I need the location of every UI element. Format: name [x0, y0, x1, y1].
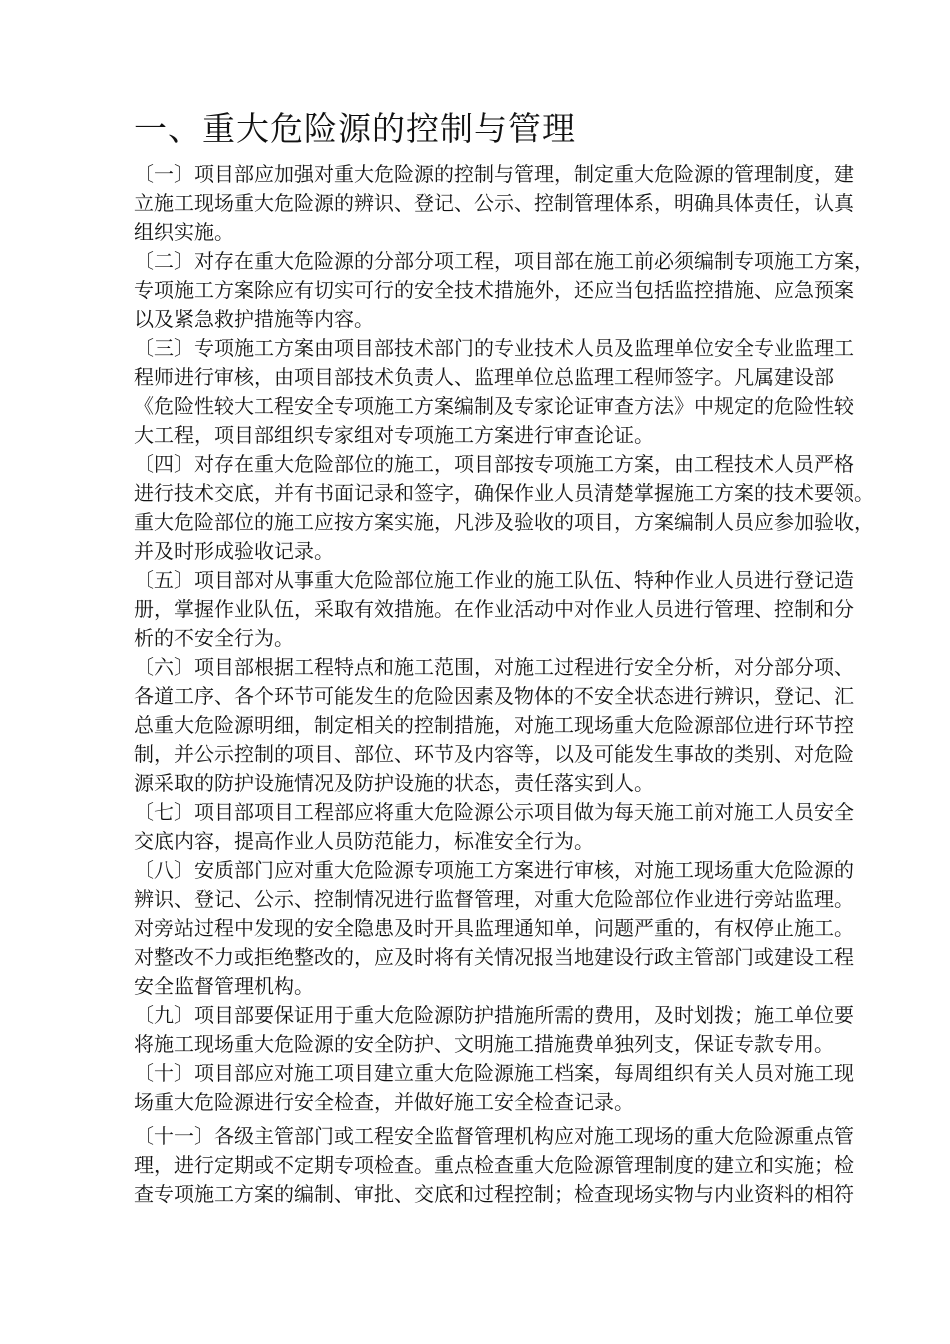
- text-line: 查专项施工方案的编制、审批、交底和过程控制；检查现场实物与内业资料的相符: [134, 1182, 854, 1206]
- text-line: 组织实施。: [134, 220, 234, 244]
- text-line: 〔四〕对存在重大危险部位的施工，项目部按专项施工方案，由工程技术人员严格: [134, 452, 854, 476]
- document-body: [134, 160, 914, 1209]
- text-line: 制，并公示控制的项目、部位、环节及内容等，以及可能发生事故的类别、对危险: [134, 742, 854, 766]
- text-line: 专项施工方案除应有切实可行的安全技术措施外，还应当包括监控措施、应急预案: [134, 278, 854, 302]
- text-line: 〔三〕专项施工方案由项目部技术部门的专业技术人员及监理单位安全专业监理工: [134, 336, 854, 360]
- text-line: 交底内容，提高作业人员防范能力，标准安全行为。: [134, 829, 594, 853]
- text-line: 册，掌握作业队伍，采取有效措施。在作业活动中对作业人员进行管理、控制和分: [134, 597, 854, 621]
- text-line: 〔五〕项目部对从事重大危险部位施工作业的施工队伍、特种作业人员进行登记造: [134, 568, 854, 592]
- text-line: 以及紧急救护措施等内容。: [134, 307, 374, 331]
- text-line: 〔七〕项目部项目工程部应将重大危险源公示项目做为每天施工前对施工人员安全: [134, 800, 854, 824]
- text-line: 程师进行审核，由项目部技术负责人、监理单位总监理工程师签字。凡属建设部: [134, 365, 834, 389]
- text-line: 进行技术交底，并有书面记录和签字，确保作业人员清楚掌握施工方案的技术要领。: [134, 481, 874, 505]
- text-line: 大工程，项目部组织专家组对专项施工方案进行审查论证。: [134, 423, 654, 447]
- text-line: 并及时形成验收记录。: [134, 539, 334, 563]
- text-line: 《危险性较大工程安全专项施工方案编制及专家论证审查方法》中规定的危险性较: [134, 394, 854, 418]
- text-line: 〔二〕对存在重大危险源的分部分项工程，项目部在施工前必须编制专项施工方案，: [134, 249, 874, 273]
- text-line: 〔十一〕各级主管部门或工程安全监督管理机构应对施工现场的重大危险源重点管: [134, 1124, 854, 1148]
- section-heading: 一、重大危险源的控制与管理: [134, 109, 576, 148]
- text-line: 对整改不力或拒绝整改的，应及时将有关情况报当地建设行政主管部门或建设工程: [134, 945, 854, 969]
- text-line: 〔八〕安质部门应对重大危险源专项施工方案进行审核，对施工现场重大危险源的: [134, 858, 854, 882]
- text-line: 对旁站过程中发现的安全隐患及时开具监理通知单，问题严重的，有权停止施工。: [134, 916, 854, 940]
- text-line: 场重大危险源进行安全检查，并做好施工安全检查记录。: [134, 1090, 634, 1114]
- text-line: 辨识、登记、公示、控制情况进行监督管理，对重大危险部位作业进行旁站监理。: [134, 887, 854, 911]
- text-line: 将施工现场重大危险源的安全防护、文明施工措施费单独列支，保证专款专用。: [134, 1032, 834, 1056]
- text-line: 立施工现场重大危险源的辨识、登记、公示、控制管理体系，明确具体责任，认真: [134, 191, 854, 215]
- text-line: 析的不安全行为。: [134, 626, 294, 650]
- text-line: 安全监督管理机构。: [134, 974, 314, 998]
- text-line: 〔十〕项目部应对施工项目建立重大危险源施工档案，每周组织有关人员对施工现: [134, 1061, 854, 1085]
- text-line: 〔一〕项目部应加强对重大危险源的控制与管理，制定重大危险源的管理制度，建: [134, 162, 854, 186]
- text-line: 总重大危险源明细，制定相关的控制措施，对施工现场重大危险源部位进行环节控: [134, 713, 854, 737]
- text-line: 理，进行定期或不定期专项检查。重点检查重大危险源管理制度的建立和实施；检: [134, 1153, 854, 1177]
- text-line: 重大危险部位的施工应按方案实施，凡涉及验收的项目，方案编制人员应参加验收，: [134, 510, 874, 534]
- text-line: 〔九〕项目部要保证用于重大危险源防护措施所需的费用，及时划拨；施工单位要: [134, 1003, 854, 1027]
- text-line: 〔六〕项目部根据工程特点和施工范围，对施工过程进行安全分析，对分部分项、: [134, 655, 854, 679]
- text-line: 源采取的防护设施情况及防护设施的状态，责任落实到人。: [134, 771, 654, 795]
- text-line: 各道工序、各个环节可能发生的危险因素及物体的不安全状态进行辨识，登记、汇: [134, 684, 854, 708]
